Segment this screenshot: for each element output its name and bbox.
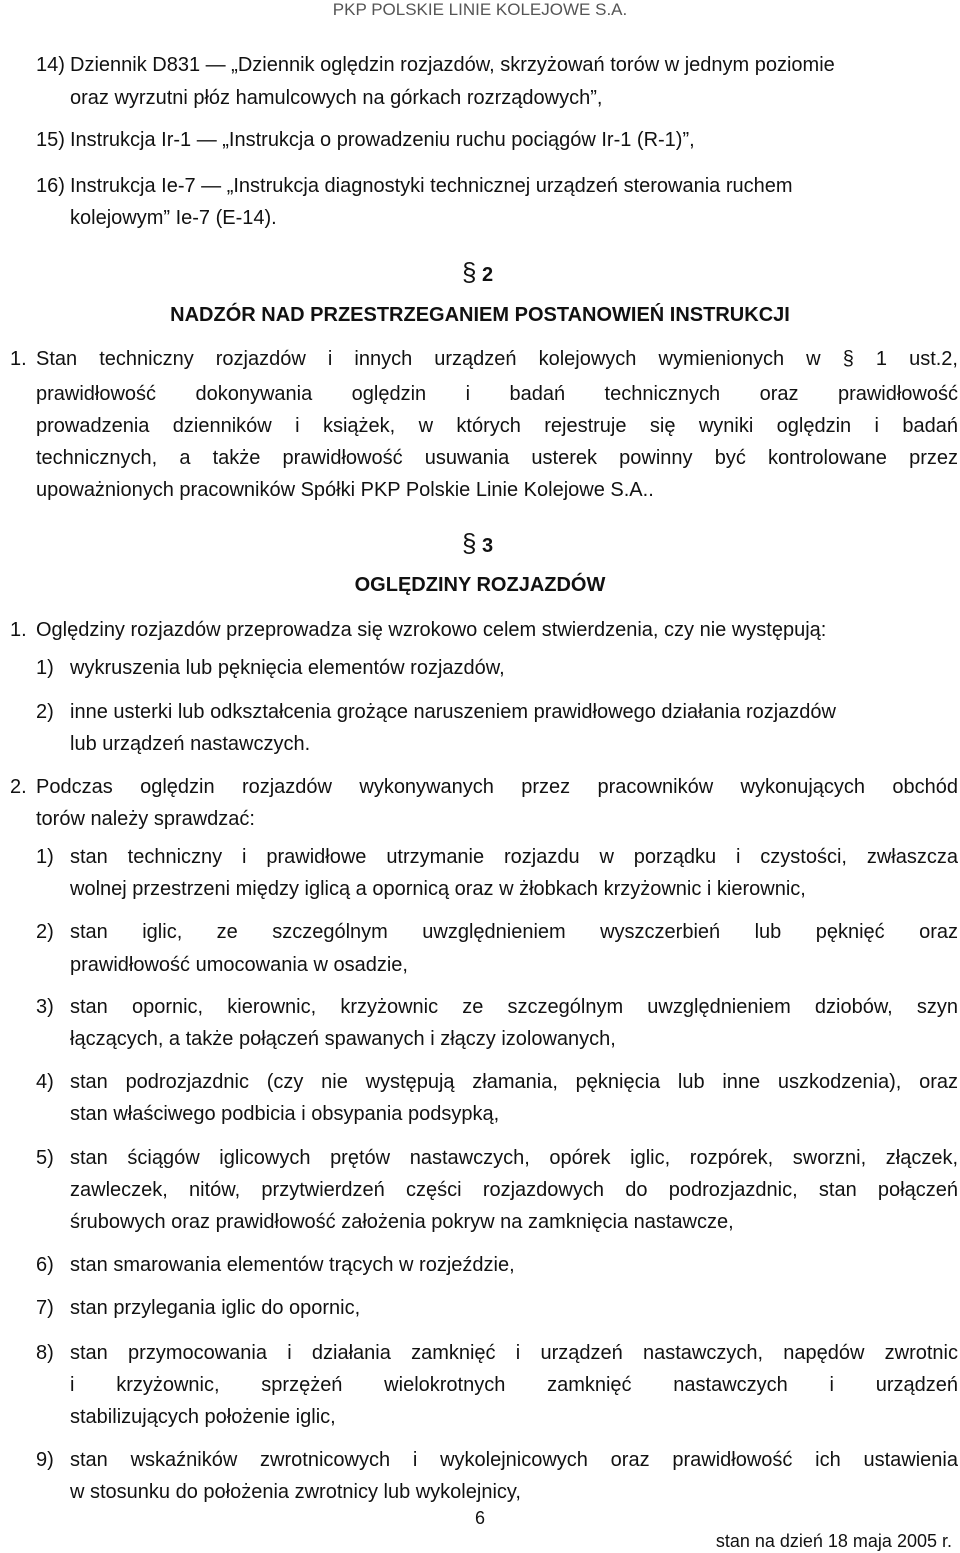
list-item-text: kolejowym” Ie-7 (E-14). bbox=[70, 207, 277, 229]
paragraph-text: Podczas oględzin rozjazdów wykonywanych przez pracowników wykonujących obchód bbox=[36, 776, 958, 798]
section-number-value: 2 bbox=[482, 264, 494, 286]
paragraph-number: 2. bbox=[10, 776, 27, 798]
list-item-text: Instrukcja Ie-7 — „Instrukcja diagnostyki technicznej urządzeń sterowania ruchem bbox=[70, 175, 793, 197]
list-item-number: 2) bbox=[36, 701, 54, 723]
section-number-value: 3 bbox=[482, 535, 494, 557]
list-item-number: 6) bbox=[36, 1254, 54, 1276]
list-item-number: 3) bbox=[36, 996, 54, 1018]
section-number bbox=[462, 528, 494, 558]
list-item-text: prawidłowość umocowania w osadzie, bbox=[70, 954, 408, 976]
list-item-text: stan przymocowania i działania zamknięć i urządzeń nastawczych, napędów zwrotnic bbox=[70, 1342, 958, 1364]
list-item-text: stabilizujących położenie iglic, bbox=[70, 1406, 336, 1428]
list-item-number: 1) bbox=[36, 846, 54, 868]
paragraph-number: 1. bbox=[10, 619, 27, 641]
list-item-number: 9) bbox=[36, 1449, 54, 1471]
document-date: stan na dzień 18 maja 2005 r. bbox=[715, 1531, 952, 1551]
list-item-text: Instrukcja Ir-1 — „Instrukcja o prowadzeniu ruchu pociągów Ir-1 (R-1)”, bbox=[70, 129, 695, 151]
list-item-text: wolnej przestrzeni między iglicą a opornicą oraz w żłobkach krzyżownic i kierownic, bbox=[70, 878, 806, 900]
paragraph-text: technicznych, a także prawidłowość usuwania usterek powinny być kontrolowane przez bbox=[36, 447, 958, 469]
list-item-text: stan techniczny i prawidłowe utrzymanie rozjazdu w porządku i czystości, zwłaszcza bbox=[70, 846, 958, 868]
list-item-number: 16) bbox=[36, 175, 65, 197]
paragraph-text: torów należy sprawdzać: bbox=[36, 808, 255, 830]
list-item-text: stan opornic, kierownic, krzyżownic ze szczególnym uwzględnieniem dziobów, szyn bbox=[70, 996, 958, 1018]
list-item-text: stan smarowania elementów trących w rozjeździe, bbox=[70, 1254, 515, 1276]
list-item-text: śrubowych oraz prawidłowość założenia pokryw na zamknięcia nastawcze, bbox=[70, 1211, 734, 1233]
paragraph-text: Stan techniczny rozjazdów i innych urządzeń kolejowych wymienionych w § 1 ust.2, bbox=[36, 348, 958, 370]
paragraph-text: prawidłowość dokonywania oględzin i badań technicznych oraz prawidłowość bbox=[36, 383, 958, 405]
list-item-text: i krzyżownic, sprzężeń wielokrotnych zamknięć nastawczych i urządzeń bbox=[70, 1374, 958, 1396]
list-item-text: łączących, a także połączeń spawanych i złączy izolowanych, bbox=[70, 1028, 616, 1050]
paragraph-text: Oględziny rozjazdów przeprowadza się wzrokowo celem stwierdzenia, czy nie występują: bbox=[36, 619, 827, 641]
list-item-text: stan ściągów iglicowych prętów nastawczych, opórek iglic, rozpórek, sworzni, złączek, bbox=[70, 1147, 958, 1169]
list-item-number: 4) bbox=[36, 1071, 54, 1093]
list-item-number: 7) bbox=[36, 1297, 54, 1319]
list-item-number: 2) bbox=[36, 921, 54, 943]
list-item-number: 14) bbox=[36, 54, 65, 76]
section-title: NADZÓR NAD PRZESTRZEGANIEM POSTANOWIEŃ INSTRUKCJI bbox=[170, 304, 790, 326]
list-item-number: 8) bbox=[36, 1342, 54, 1364]
list-item-text: wykruszenia lub pęknięcia elementów rozjazdów, bbox=[70, 657, 505, 679]
list-item-number: 15) bbox=[36, 129, 65, 151]
section-number bbox=[462, 257, 494, 287]
paragraph-text: prowadzenia dzienników i książek, w których rejestruje się wyniki oględzin i badań bbox=[36, 415, 958, 437]
page-number: 6 bbox=[474, 1508, 485, 1528]
list-item-text: w stosunku do położenia zwrotnicy lub wykolejnicy, bbox=[70, 1481, 521, 1503]
list-item-number: 1) bbox=[36, 657, 54, 679]
list-item-text: stan właściwego podbicia i obsypania podsypką, bbox=[70, 1103, 500, 1125]
list-item-text: stan przylegania iglic do opornic, bbox=[70, 1297, 361, 1319]
section-mark-icon: § bbox=[462, 257, 477, 287]
list-item-number: 5) bbox=[36, 1147, 54, 1169]
paragraph-number: 1. bbox=[10, 348, 27, 370]
list-item-text: Dziennik D831 — „Dziennik oględzin rozjazdów, skrzyżowań torów w jednym poziomie bbox=[70, 54, 835, 76]
document-header: PKP POLSKIE LINIE KOLEJOWE S.A. bbox=[332, 0, 628, 19]
list-item-text: stan podrozjazdnic (czy nie występują złamania, pęknięcia lub inne uszkodzenia), oraz bbox=[70, 1071, 958, 1093]
list-item-text: lub urządzeń nastawczych. bbox=[70, 733, 311, 755]
paragraph-text: upoważnionych pracowników Spółki PKP Polskie Linie Kolejowe S.A.. bbox=[36, 479, 654, 501]
section-title: OGLĘDZINY ROZJAZDÓW bbox=[354, 574, 606, 596]
list-item-text: stan wskaźników zwrotnicowych i wykolejnicowych oraz prawidłowość ich ustawienia bbox=[70, 1449, 958, 1471]
list-item-text: zawleczek, nitów, przytwierdzeń części rozjazdowych do podrozjazdnic, stan połączeń bbox=[70, 1179, 958, 1201]
list-item-text: stan iglic, ze szczególnym uwzględnieniem wyszczerbień lub pęknięć oraz bbox=[70, 921, 958, 943]
section-mark-icon: § bbox=[462, 528, 477, 558]
list-item-text: oraz wyrzutni płóz hamulcowych na górkach rozrządowych”, bbox=[70, 87, 603, 109]
list-item-text: inne usterki lub odkształcenia grożące naruszeniem prawidłowego działania rozjazdów bbox=[70, 701, 836, 723]
